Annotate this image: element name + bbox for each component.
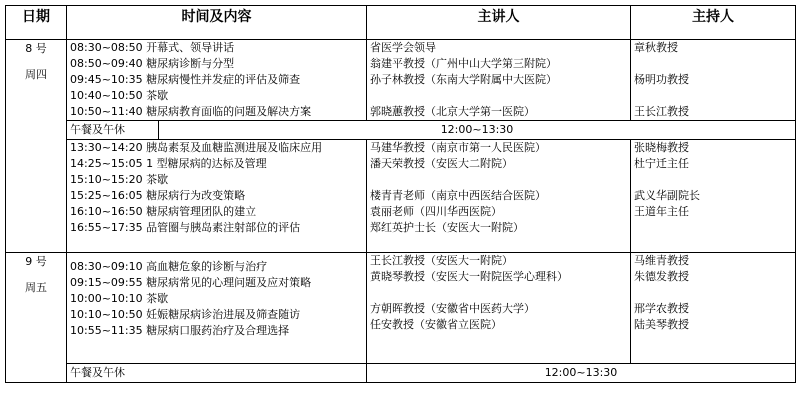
header-date: 日期 [6, 6, 67, 40]
session-item: 09:15~09:55 糖尿病常见的心理问题及应对策略 [70, 276, 312, 289]
speaker-item [367, 172, 630, 188]
speaker-item: 省医学会领导 [370, 41, 436, 54]
host-item: 王道年主任 [634, 205, 689, 218]
host-item [631, 172, 795, 188]
day8-morning-hosts [631, 40, 796, 121]
day8-lunch-row [6, 121, 796, 140]
schedule-wrapper [5, 5, 796, 383]
speaker-item [367, 285, 630, 301]
speaker-item: 王长江教授（安医大一附院） [370, 254, 513, 267]
session-item: 10:55~11:35 糖尿病口服药治疗及合理选择 [70, 324, 290, 337]
speaker-item: 袁丽老师（四川华西医院） [370, 205, 502, 218]
day8-afternoon-hosts [631, 140, 796, 253]
session-item: 10:00~10:10 茶歇 [70, 292, 169, 305]
day9-lunch-time-cell [367, 364, 796, 383]
session-item: 08:30~09:10 高血糖危象的诊断与治疗 [70, 260, 268, 273]
speaker-item: 郭晓蕙教授（北京大学第一医院） [370, 105, 535, 118]
lunch-label: 午餐及午休 [70, 123, 125, 136]
day8-morning-speakers [367, 40, 631, 121]
day9-morning-row [6, 253, 796, 364]
host-item [631, 220, 795, 236]
speaker-item: 马建华教授（南京市第一人民医院） [370, 141, 546, 154]
day9-morning-speakers [367, 253, 631, 364]
speaker-item: 楼青青老师（南京中西医结合医院） [370, 189, 546, 202]
day8-day-number: 8 号 [25, 42, 47, 55]
day8-weekday: 周四 [25, 68, 47, 81]
session-item: 15:10~15:20 茶歇 [70, 173, 169, 186]
host-item: 章秋教授 [634, 41, 678, 54]
day9-lunch-label-cell [67, 364, 367, 383]
session-item: 10:10~10:50 妊娠糖尿病诊治进展及筛查随访 [70, 308, 301, 321]
speaker-item: 翁建平教授（广州中山大学第三附院） [370, 57, 557, 70]
host-item: 朱德发教授 [634, 270, 689, 283]
day8-lunch-label-cell [67, 121, 159, 140]
lunch-time: 12:00~13:30 [440, 123, 514, 136]
session-item: 13:30~14:20 胰岛素泵及血糖监测进展及临床应用 [70, 141, 323, 154]
speaker-item: 孙子林教授（东南大学附属中大医院） [370, 73, 557, 86]
speaker-item: 方朝晖教授（安徽省中医药大学） [370, 302, 535, 315]
day8-lunch-time-cell [159, 121, 796, 140]
host-item: 邢学农教授 [634, 302, 689, 315]
schedule-table [5, 5, 796, 383]
speaker-item: 郑红英护士长（安医大一附院） [370, 221, 524, 234]
day9-morning-hosts [631, 253, 796, 364]
host-item: 杜宁迁主任 [634, 157, 689, 170]
session-item: 14:25~15:05 1 型糖尿病的达标及管理 [70, 157, 267, 170]
host-item: 马维青教授 [634, 254, 689, 267]
host-item [631, 88, 795, 104]
day8-morning-items [67, 40, 367, 121]
speaker-item: 任安教授（安徽省立医院） [370, 318, 502, 331]
session-item: 16:55~17:35 品管圈与胰岛素注射部位的评估 [70, 221, 301, 234]
host-item: 张晓梅教授 [634, 141, 689, 154]
speaker-item [367, 88, 630, 104]
day8-afternoon-items [67, 140, 367, 253]
host-item: 陆美琴教授 [634, 318, 689, 331]
session-item: 15:25~16:05 糖尿病行为改变策略 [70, 189, 246, 202]
header-row [6, 6, 796, 40]
day9-lunch-row [6, 364, 796, 383]
host-item [631, 285, 795, 301]
header-speaker: 主讲人 [367, 6, 631, 40]
session-item: 10:50~11:40 糖尿病教育面临的问题及解决方案 [70, 105, 312, 118]
day8-afternoon-speakers [367, 140, 631, 253]
session-item: 16:10~16:50 糖尿病管理团队的建立 [70, 205, 257, 218]
header-content: 时间及内容 [67, 6, 367, 40]
speaker-item: 黄晓琴教授（安医大一附院医学心理科） [370, 270, 568, 283]
host-item: 王长江教授 [634, 105, 689, 118]
day8-morning-row [6, 40, 796, 121]
host-item: 武义华副院长 [634, 189, 700, 202]
session-item: 08:50~09:40 糖尿病诊断与分型 [70, 57, 235, 70]
lunch-time: 12:00~13:30 [544, 366, 618, 379]
speaker-item: 潘天荣教授（安医大二附院） [370, 157, 513, 170]
lunch-label: 午餐及午休 [70, 366, 125, 379]
session-item: 09:45~10:35 糖尿病慢性并发症的评估及筛查 [70, 73, 301, 86]
day9-date-cell [6, 253, 67, 383]
host-item [631, 56, 795, 72]
host-item: 杨明功教授 [634, 73, 689, 86]
session-item: 10:40~10:50 茶歇 [70, 89, 169, 102]
day9-day-number: 9 号 [25, 255, 47, 268]
day8-date-cell [6, 40, 67, 253]
header-host: 主持人 [631, 6, 796, 40]
day9-weekday: 周五 [25, 281, 47, 294]
day8-afternoon-row [6, 140, 796, 253]
session-item: 08:30~08:50 开幕式、领导讲话 [70, 41, 235, 54]
day9-morning-items [67, 253, 367, 364]
